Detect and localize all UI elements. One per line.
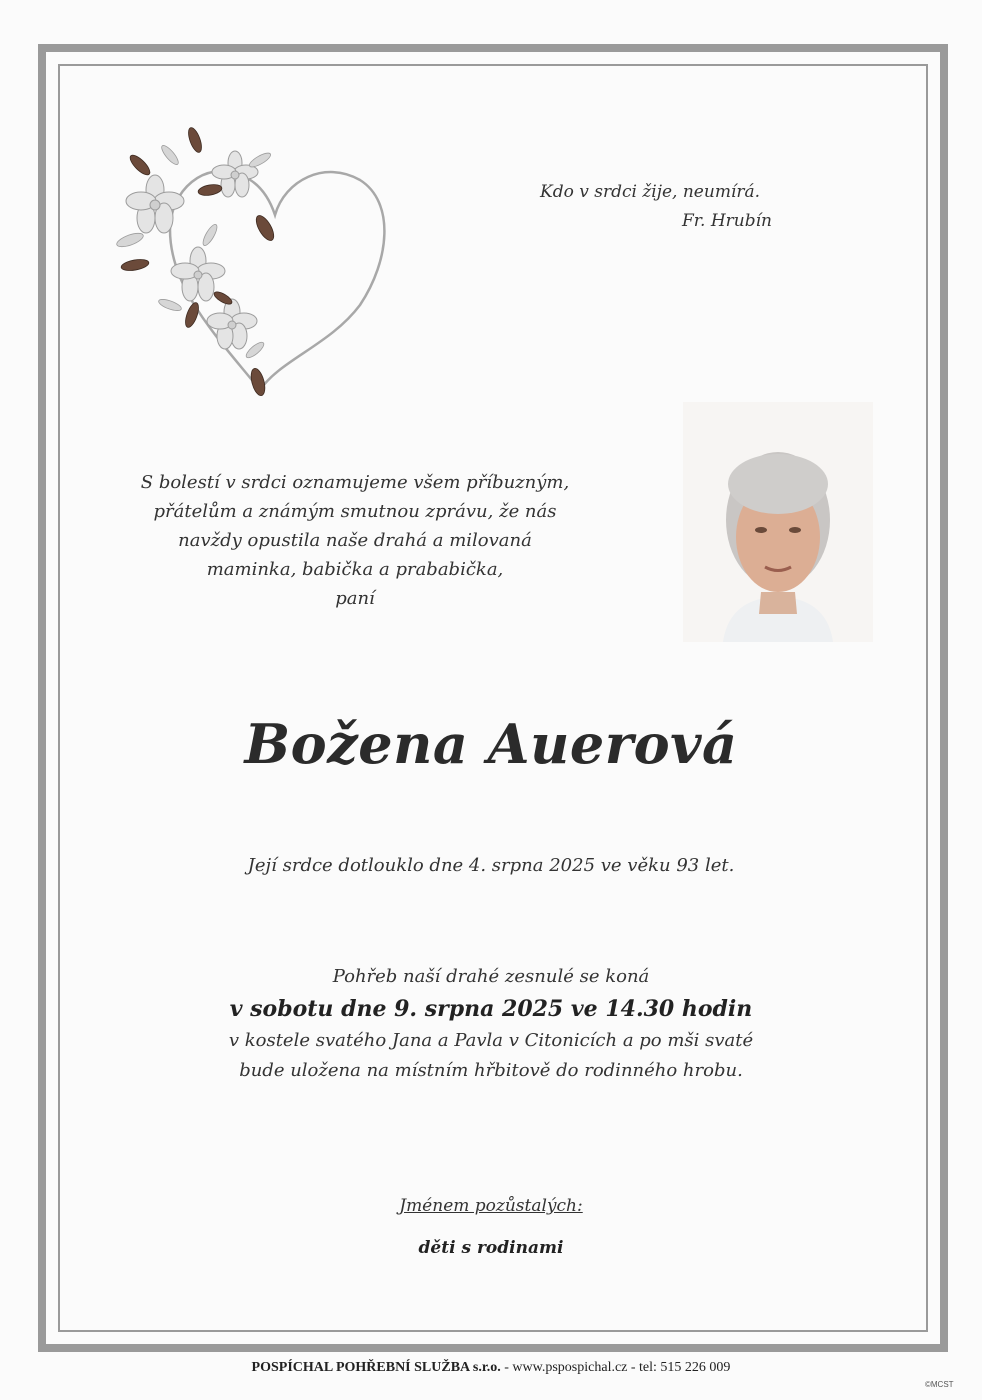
- motto-quote: [540, 178, 780, 236]
- funeral-details: [100, 962, 882, 1086]
- footer-contact: - www.pspospichal.cz - tel: 515 226 009: [500, 1360, 731, 1375]
- announcement-line: S bolestí v srdci oznamujeme všem příbuzným,: [140, 472, 570, 493]
- announcement-line: přátelům a známým smutnou zprávu, že nás: [153, 501, 557, 522]
- portrait-photo: [683, 402, 873, 642]
- footer: [0, 1360, 982, 1376]
- signature-names: děti s rodinami: [418, 1238, 564, 1258]
- announcement-line: maminka, babička a prababička,: [206, 559, 504, 580]
- motto-line: Kdo v srdci žije, neumírá.: [540, 182, 761, 202]
- signature-label: Jménem pozůstalých:: [399, 1196, 583, 1216]
- funeral-date: v sobotu dne 9. srpna 2025 ve 14.30 hodin: [229, 996, 753, 1022]
- funeral-place: v kostele svatého Jana a Pavla v Citonicích a po mši svaté: [228, 1030, 754, 1051]
- footer-company: POSPÍCHAL POHŘEBNÍ SLUŽBA s.r.o.: [251, 1360, 501, 1375]
- deceased-name: Božena Auerová: [244, 712, 738, 776]
- funeral-intro: Pohřeb naší drahé zesnulé se koná: [332, 966, 650, 987]
- funeral-place: bude uložena na místním hřbitově do rodinného hrobu.: [239, 1060, 743, 1081]
- motto-author: Fr. Hrubín: [681, 211, 772, 231]
- watermark: ©MCST: [925, 1380, 954, 1389]
- announcement-text: [120, 468, 590, 613]
- floral-heart-ornament: [110, 120, 390, 410]
- announcement-line: paní: [335, 588, 375, 609]
- announcement-line: navždy opustila naše drahá a milovaná: [178, 530, 532, 551]
- death-line: Její srdce dotlouklo dne 4. srpna 2025 ve věku 93 let.: [247, 855, 735, 876]
